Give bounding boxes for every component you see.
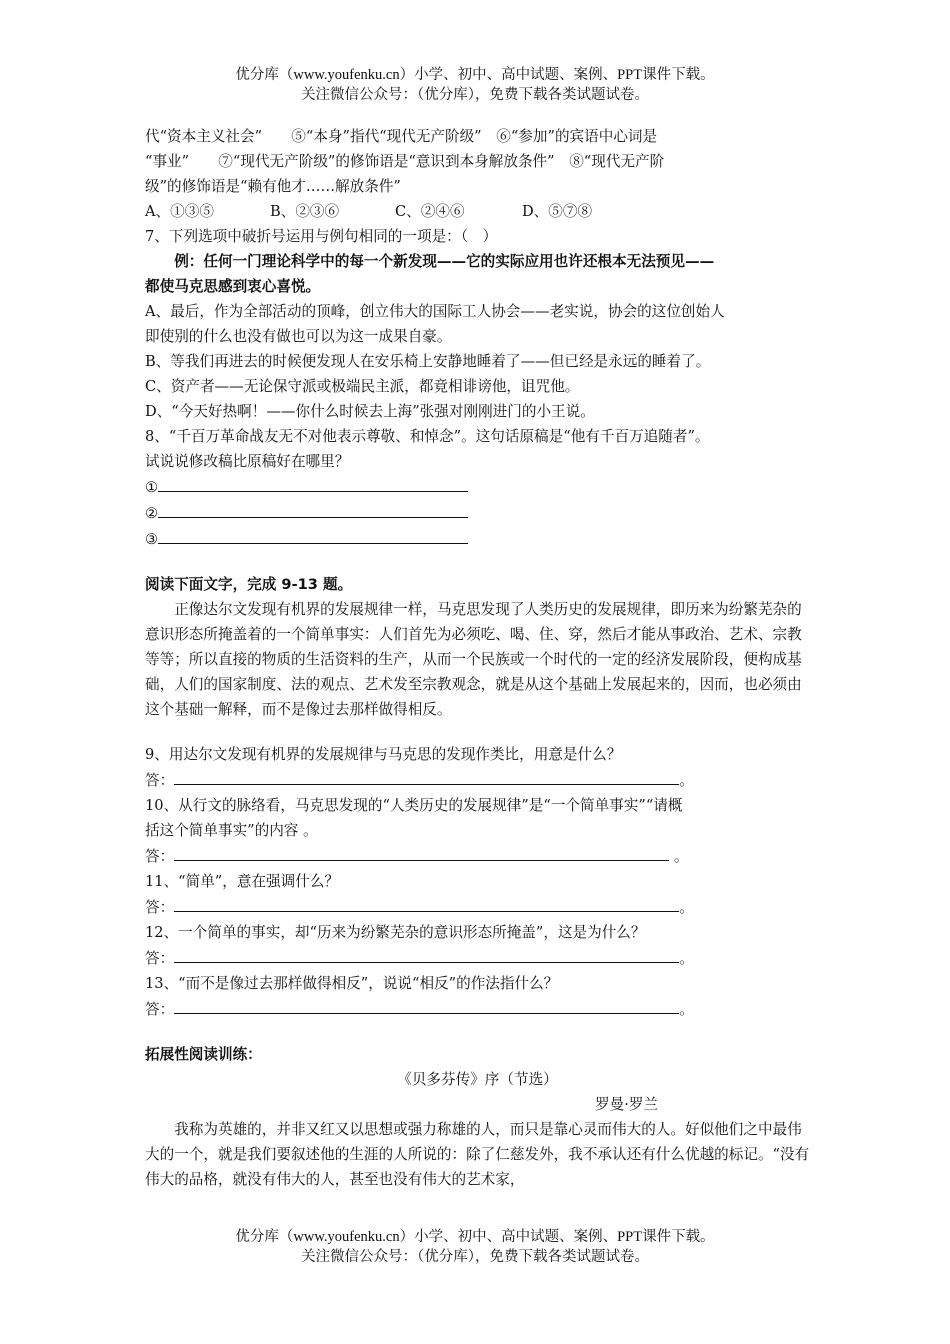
answer-label: 答： (145, 899, 175, 916)
period: 。 (673, 848, 689, 865)
q7-option-a: A、最后，作为全部活动的顶峰，创立伟大的国际工人协会——老实说，协会的这位创始人 (145, 303, 725, 320)
q12-stem: 12、一个简单的事实，却“历来为纷繁芜杂的意识形态所掩盖”，这是为什么？ (145, 924, 646, 941)
answer-label: 答： (145, 772, 175, 789)
q6-option-a: A、①③⑤ (145, 203, 214, 220)
page-header (0, 65, 950, 105)
answer-line[interactable] (174, 945, 679, 963)
answer-label: 答： (145, 848, 175, 865)
extension-passage: 我称为英雄的，并非又红又以思想或强力称雄的人，而只是靠心灵而伟大的人。好似他们之中最伟大的一个，就是我们要叙述他的生涯的人所说的：除了仁慈发外，我不承认还有什么优越的标记。“没有伟大的品格，就没有伟大的人，甚至也没有伟大的艺术家， (145, 1121, 810, 1188)
period: 。 (679, 1001, 694, 1018)
q11-answer (145, 894, 810, 920)
document-body (145, 124, 810, 1192)
q7-option-a: 即使别的什么也没有做也可以为这一成果自豪。 (145, 328, 452, 345)
answer-line[interactable] (158, 500, 468, 518)
page-footer (0, 1227, 950, 1267)
q6-tail-line: 级”的修饰语是“赖有他才……解放条件” (145, 178, 401, 195)
blank-label: ② (145, 505, 159, 522)
q7-option-b: B、等我们再进去的时候便发现人在安乐椅上安静地睡着了——但已经是永远的睡着了。 (145, 353, 711, 370)
blank-label: ① (145, 479, 159, 496)
footer-line-1: 优分库（www.youfenku.cn）小学、初中、高中试题、案例、PPT课件下载。 (235, 1229, 715, 1245)
q13-answer (145, 996, 810, 1022)
q10-answer (145, 843, 810, 869)
q9-stem: 9、用达尔文发现有机界的发展规律与马克思的发现作类比，用意是什么？ (145, 746, 622, 763)
q7-example: 例：任何一门理论科学中的每一个新发现——它的实际应用也许还根本无法预见—— (174, 253, 715, 270)
q8-stem: 试说说修改稿比原稿好在哪里？ (145, 453, 350, 470)
q8-blank-2 (145, 500, 810, 526)
answer-label: 答： (145, 1001, 175, 1018)
answer-line[interactable] (174, 843, 669, 861)
answer-line[interactable] (158, 526, 468, 544)
header-line-2: 关注微信公众号：（优分库），免费下载各类试题试卷。 (301, 87, 649, 103)
period: 。 (679, 899, 694, 916)
answer-line[interactable] (158, 474, 468, 492)
q8-blank-3 (145, 526, 810, 552)
q9-answer (145, 767, 810, 793)
q7-stem: 7、下列选项中破折号运用与例句相同的一项是：（ ） (145, 228, 498, 245)
extension-title: 拓展性阅读训练： (145, 1046, 262, 1063)
answer-line[interactable] (174, 894, 679, 912)
q6-option-d: D、⑤⑦⑧ (522, 203, 593, 220)
q6-option-c: C、②④⑥ (395, 203, 465, 220)
q6-options (145, 199, 810, 224)
reading-title: 阅读下面文字，完成 9-13 题。 (145, 576, 353, 593)
answer-label: 答： (145, 950, 175, 967)
q10-stem: 括这个简单事实”的内容 。 (145, 822, 318, 839)
footer-line-2: 关注微信公众号：（优分库），免费下载各类试题试卷。 (301, 1249, 649, 1265)
period: 。 (679, 950, 694, 967)
article-title: 《贝多芬传》序（节选） (397, 1071, 558, 1088)
q8-blank-1 (145, 474, 810, 500)
q8-stem: 8、“千百万革命战友无不对他表示尊敬、和悼念”。这句话原稿是“他有千百万追随者”。 (145, 428, 710, 445)
q11-stem: 11、“简单”，意在强调什么？ (145, 873, 340, 890)
q7-example: 都使马克思感到衷心喜悦。 (145, 278, 321, 295)
q6-tail-line: 代“资本主义社会” ⑤“本身”指代“现代无产阶级” ⑥“参加”的宾语中心词是 (145, 128, 658, 145)
article-author: 罗曼·罗兰 (595, 1096, 659, 1113)
answer-line[interactable] (174, 996, 679, 1014)
q10-stem: 10、从行文的脉络看，马克思发现的“人类历史的发展规律”是“一个简单事实”“请概 (145, 797, 683, 814)
q13-stem: 13、“而不是像过去那样做得相反”，说说“相反”的作法指什么？ (145, 975, 559, 992)
q6-tail-line: “事业” ⑦“现代无产阶级”的修饰语是“意识到本身解放条件” ⑧“现代无产阶 (145, 153, 665, 170)
answer-line[interactable] (174, 767, 679, 785)
blank-label: ③ (145, 531, 159, 548)
header-line-1: 优分库（www.youfenku.cn）小学、初中、高中试题、案例、PPT课件下载。 (235, 67, 715, 83)
q12-answer (145, 945, 810, 971)
reading-passage: 正像达尔文发现有机界的发展规律一样，马克思发现了人类历史的发展规律，即历来为纷繁芜杂的意识形态所掩盖着的一个简单事实：人们首先为必须吃、喝、住、穿，然后才能从事政治、艺术、宗教等等；所以直接的物质的生活资料的生产，从而一个民族或一个时代的一定的经济发展阶段，便构成基础，人们的国家制度、法的观点、艺术发至宗教观念，就是从这个基础上发展起来的，因而，也必须由这个基础一解释，而不是像过去那样做得相反。 (145, 601, 802, 718)
period: 。 (679, 772, 694, 789)
q7-option-d: D、“今天好热啊！——你什么时候去上海”张强对刚刚进门的小王说。 (145, 403, 595, 420)
q7-option-c: C、资产者——无论保守派或极端民主派，都竟相诽谤他，诅咒他。 (145, 378, 580, 395)
q6-option-b: B、②③⑥ (270, 203, 340, 220)
